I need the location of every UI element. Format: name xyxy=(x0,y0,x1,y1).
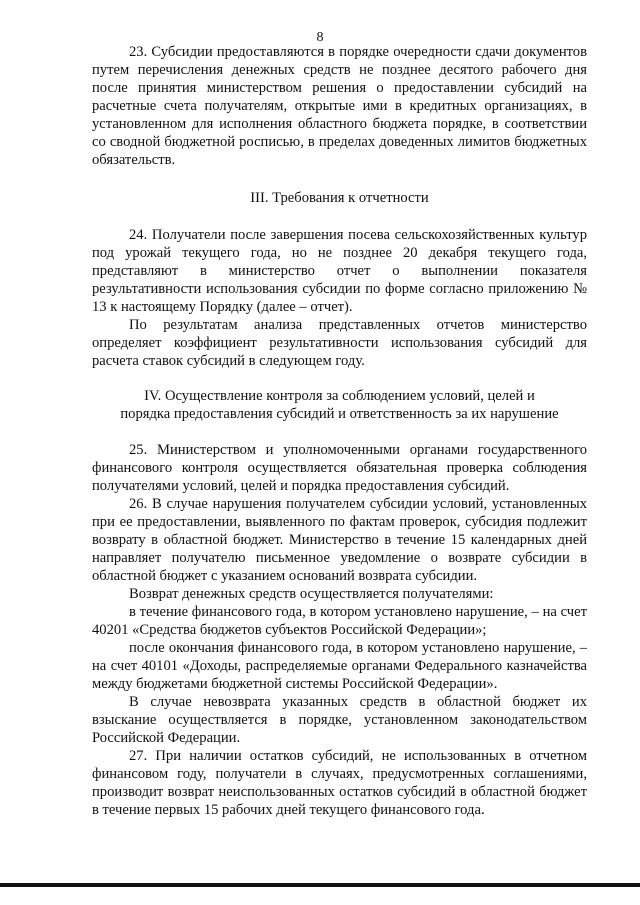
paragraph-27: 27. При наличии остатков субсидий, не использованных в отчетном финансовом году, получатели в случаях, предусмотренных соглашениями, производит возврат неиспользованных остатков субсидий в областной бюджет в течение первых 15 рабочих дней текущего финансового года. xyxy=(92,748,587,818)
paragraph-25: 25. Министерством и уполномоченными органами государственного финансового контроля осуществляется обязательная проверка соблюдения получателями условий, целей и порядка предоставления субсидий. xyxy=(92,442,587,494)
paragraph-return-current-year: в течение финансового года, в котором установлено нарушение, – на счет 40201 «Средства бюджетов субъектов Российской Федерации»; xyxy=(92,604,587,638)
section-heading-4-line-2: порядка предоставления субсидий и ответственность за их нарушение xyxy=(120,406,559,422)
paragraph-26: 26. В случае нарушения получателем субсидии условий, установленных при ее предоставлении, выявленного по фактам проверок, субсидия подлежит возврату в областной бюджет. Министерство в течение 15 календарных дней направляет получателю письменное уведомление о возврате субсидии в областной бюджет с указанием оснований возврата субсидии. xyxy=(92,496,587,584)
paragraph-24-analysis: По результатам анализа представленных отчетов министерство определяет коэффициент результативности использования субсидий для расчета ставок субсидий в следующем году. xyxy=(92,317,587,369)
paragraph-return-after-year: после окончания финансового года, в котором установлено нарушение, – на счет 40101 «Доходы, распределяемые органами Федерального казначейства между бюджетами бюджетной системы Российской Федерации». xyxy=(92,640,587,692)
paragraph-non-return: В случае невозврата указанных средств в областной бюджет их взыскание осуществляется в порядке, установленном законодательством Российской Федерации. xyxy=(92,694,587,746)
paragraph-24: 24. Получатели после завершения посева сельскохозяйственных культур под урожай текущего года, но не позднее 20 декабря текущего года, представляют в министерство отчет о выполнении показателя результативности использования субсидии по форме согласно приложению № 13 к настоящему Порядку (далее – отчет). xyxy=(92,227,587,315)
paragraph-return-intro: Возврат денежных средств осуществляется получателями: xyxy=(129,586,494,602)
paragraph-23: 23. Субсидии предоставляются в порядке очередности сдачи документов путем перечисления денежных средств не позднее десятого рабочего дня после принятия министерством решения о предоставлении субсидий на расчетные счета получателям, открытые ими в кредитных организациях, в установленном для исполнения областного бюджета порядке, в соответствии со сводной бюджетной росписью, в пределах доведенных лимитов бюджетных обязательств. xyxy=(92,44,587,168)
section-heading-4 xyxy=(92,387,587,423)
document-body xyxy=(92,43,587,819)
section-heading-4-line-1: IV. Осуществление контроля за соблюдением условий, целей и xyxy=(144,388,535,404)
section-heading-3: III. Требования к отчетности xyxy=(250,190,429,206)
page-number: 8 xyxy=(316,30,324,45)
bottom-scan-edge xyxy=(0,883,640,887)
